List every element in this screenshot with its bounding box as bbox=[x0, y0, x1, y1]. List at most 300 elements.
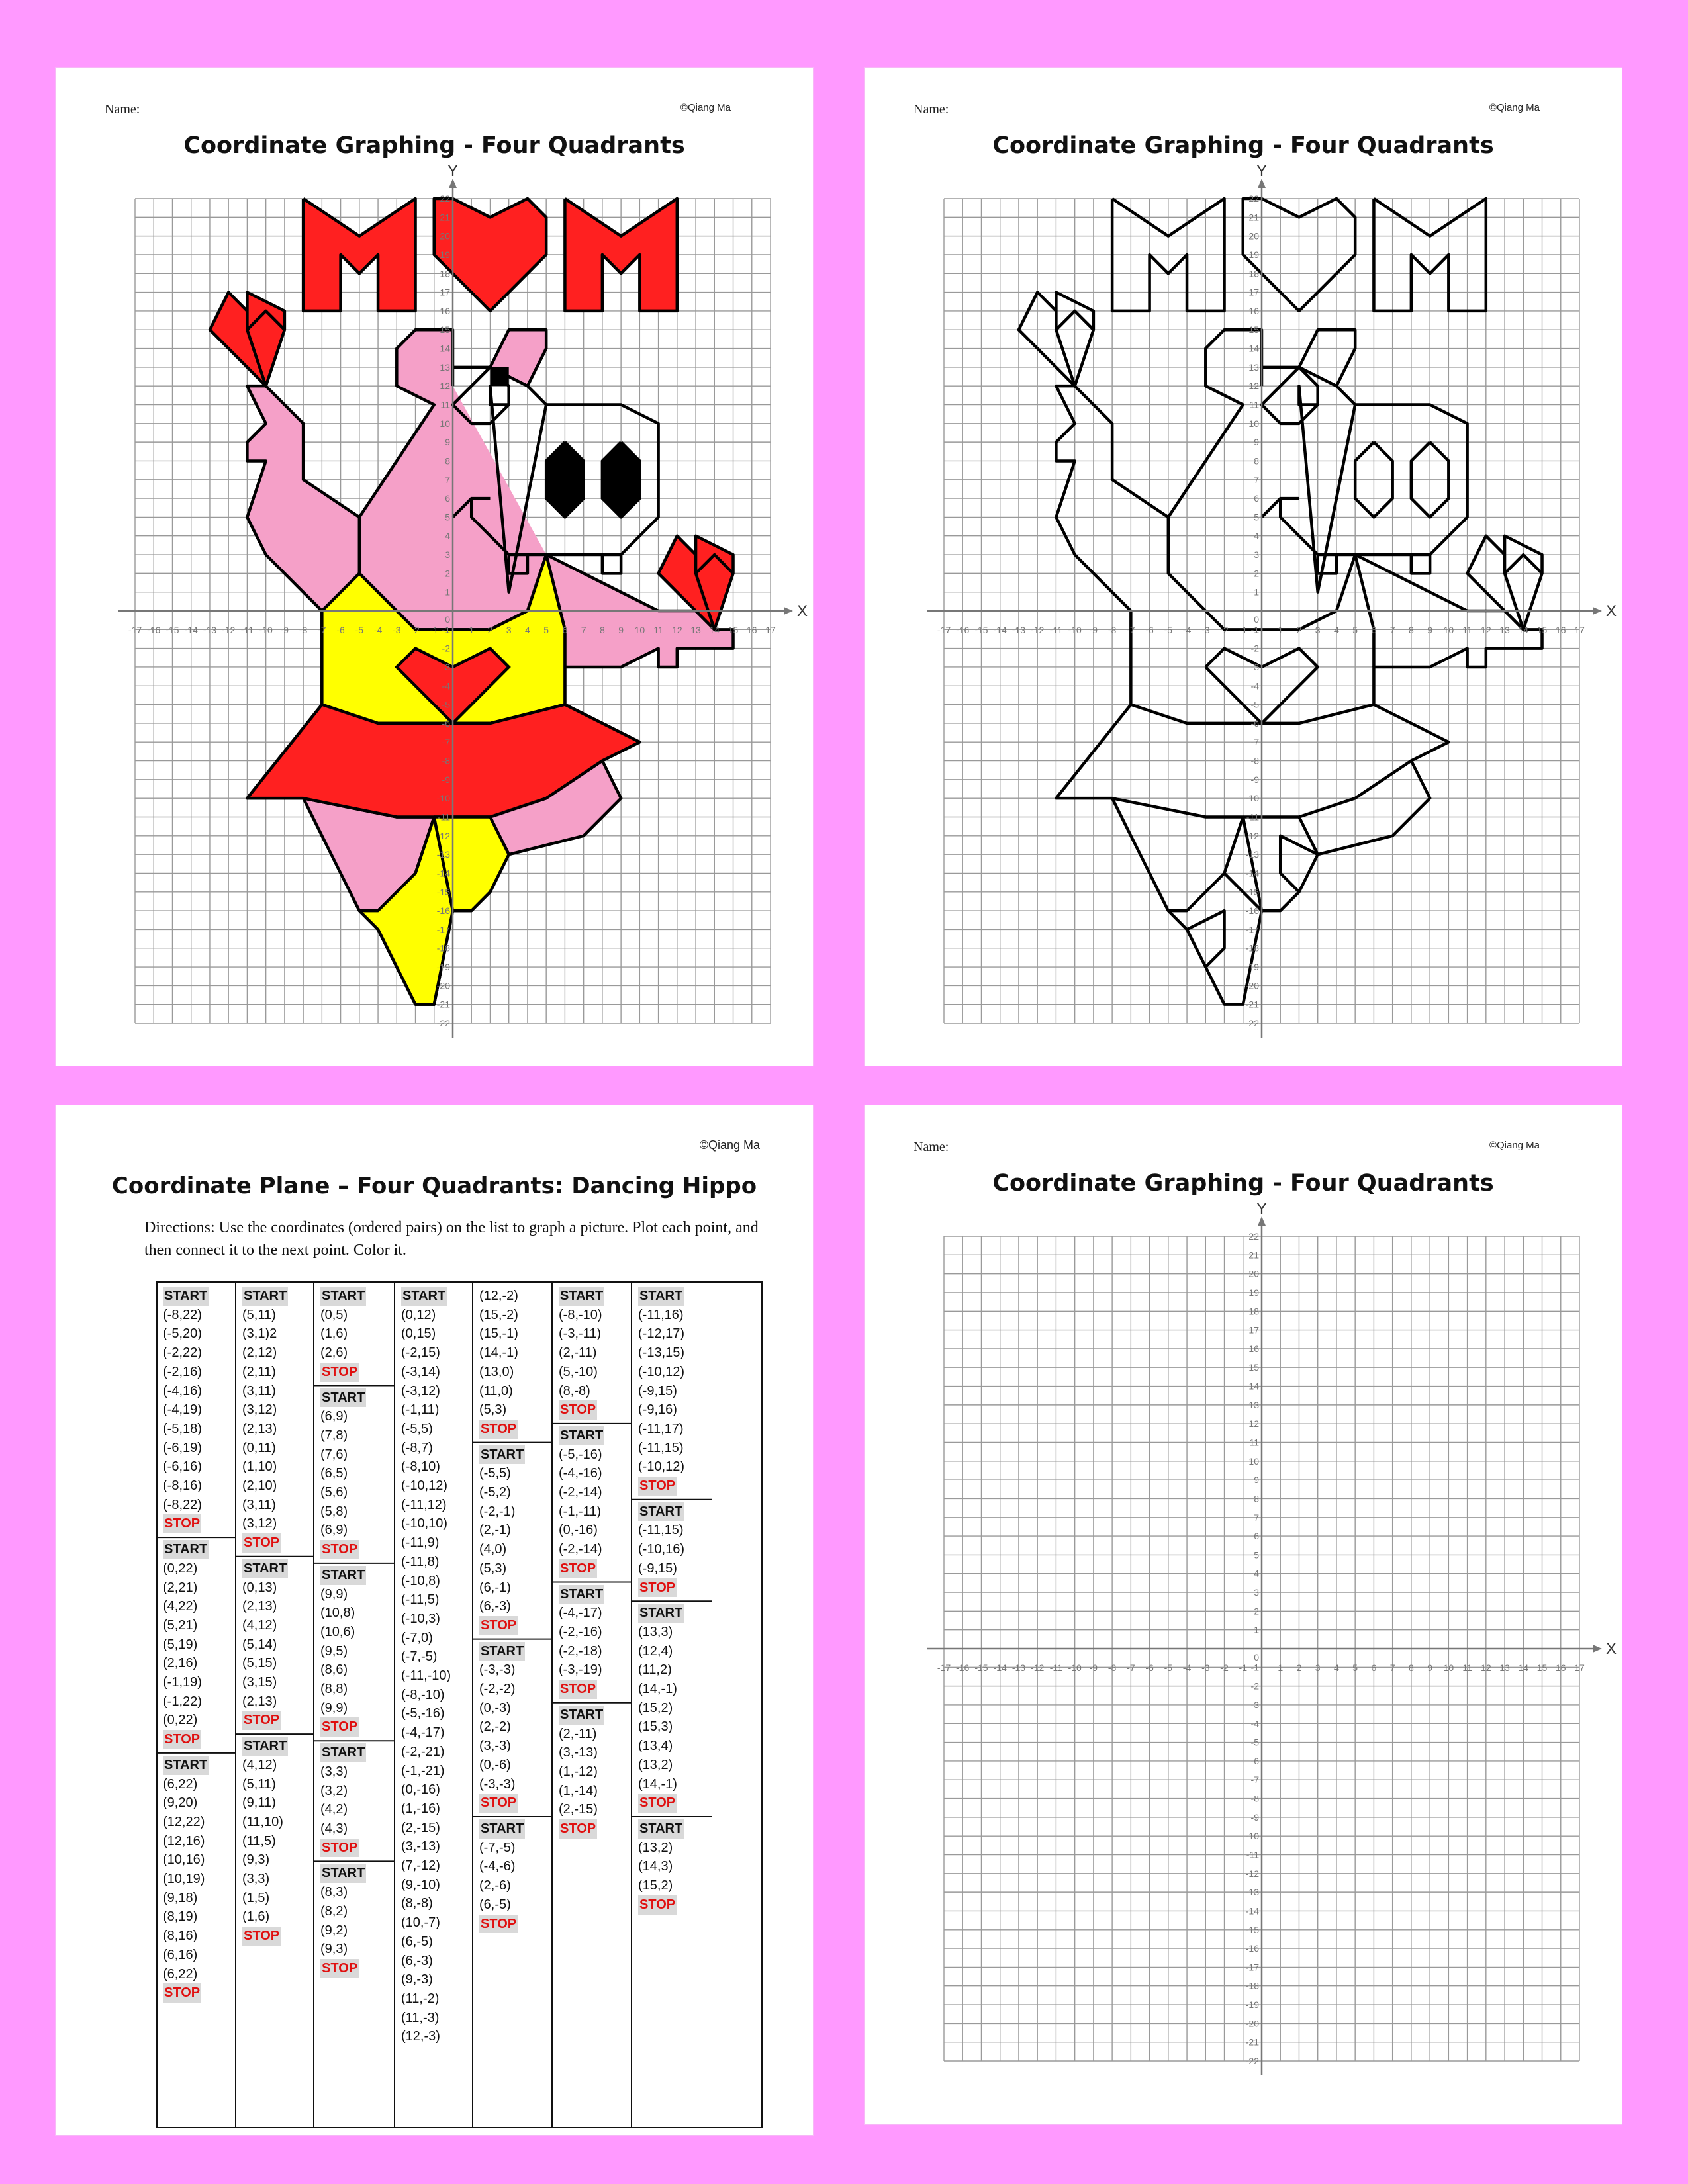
x-tick-label: 3 bbox=[506, 625, 512, 635]
coordinate-pair: (2,12) bbox=[242, 1345, 277, 1361]
copyright: ©Qiang Ma bbox=[1489, 102, 1540, 113]
y-axis-arrow bbox=[1258, 179, 1266, 188]
coordinate-pair: (5,14) bbox=[242, 1637, 277, 1652]
coordinate-pair: (-6,19) bbox=[163, 1440, 202, 1455]
x-tick-label: 17 bbox=[1574, 1662, 1585, 1673]
y-tick-label: 7 bbox=[1254, 474, 1259, 485]
stop-marker: STOP bbox=[320, 1959, 359, 1978]
y-tick-label: 6 bbox=[1254, 1531, 1259, 1542]
x-tick-label: -7 bbox=[1127, 1662, 1135, 1673]
x-tick-label: -4 bbox=[1182, 1662, 1192, 1673]
x-axis-arrow bbox=[784, 607, 793, 615]
x-tick-label: -3 bbox=[393, 625, 401, 635]
start-marker: START bbox=[242, 1737, 288, 1756]
coordinate-pair: (10,6) bbox=[320, 1624, 355, 1639]
x-tick-label: -9 bbox=[1089, 1662, 1098, 1673]
coordinate-pair: (9,9) bbox=[320, 1700, 348, 1715]
coordinate-pair: (0,-16) bbox=[559, 1523, 598, 1538]
stop-marker: STOP bbox=[242, 1927, 281, 1946]
x-tick-label: 3 bbox=[1315, 625, 1321, 635]
coordinate-pair: (-7,0) bbox=[401, 1630, 433, 1645]
y-tick-label: 12 bbox=[1248, 381, 1259, 392]
x-tick-label: -12 bbox=[222, 625, 236, 635]
coordinate-pair: (-8,7) bbox=[401, 1440, 433, 1455]
coordinate-pair: (-11,16) bbox=[638, 1307, 684, 1322]
copyright: ©Qiang Ma bbox=[680, 102, 731, 113]
x-tick-label: -8 bbox=[1107, 625, 1117, 635]
x-tick-label: -4 bbox=[1182, 625, 1192, 635]
stop-marker: STOP bbox=[559, 1400, 597, 1420]
y-tick-label: 6 bbox=[445, 493, 450, 504]
y-tick-label: 18 bbox=[1248, 1306, 1259, 1317]
y-tick-label: -2 bbox=[1250, 643, 1259, 654]
stop-marker: STOP bbox=[479, 1915, 518, 1934]
coordinate-pair: (6,-3) bbox=[479, 1599, 511, 1614]
start-marker: START bbox=[479, 1819, 525, 1839]
start-marker: START bbox=[638, 1819, 684, 1839]
y-tick-label: 2 bbox=[445, 568, 450, 579]
y-tick-label: -12 bbox=[1245, 830, 1259, 841]
stop-marker: STOP bbox=[559, 1680, 597, 1699]
x-axis-arrow bbox=[1593, 1645, 1602, 1653]
coordinate-pair: (-8,10) bbox=[401, 1459, 440, 1475]
x-tick-label: 7 bbox=[581, 625, 586, 635]
stop-marker: STOP bbox=[638, 1477, 677, 1496]
coordinate-pair: (-10,3) bbox=[401, 1611, 440, 1626]
origin-label: 0 bbox=[1254, 614, 1259, 625]
x-tick-label: -5 bbox=[1164, 625, 1173, 635]
name-label: Name: bbox=[914, 102, 949, 116]
worksheet-title: Coordinate Plane – Four Quadrants: Dancing Hippo bbox=[111, 1173, 757, 1199]
coordinate-pair: (-11,-10) bbox=[401, 1668, 451, 1683]
x-tick-label: 16 bbox=[1555, 1662, 1566, 1673]
x-tick-label: 10 bbox=[1443, 1662, 1454, 1673]
x-tick-label: 13 bbox=[690, 625, 701, 635]
coordinate-pair: (6,-3) bbox=[401, 1953, 433, 1968]
x-tick-label: -1 bbox=[1239, 1662, 1247, 1673]
y-tick-label: -9 bbox=[1250, 1811, 1259, 1823]
outline-worksheet bbox=[865, 68, 1622, 1066]
coordinate-pair: (-3,-11) bbox=[559, 1326, 602, 1342]
y-tick-label: 4 bbox=[1254, 530, 1259, 541]
coordinate-pair: (6,-5) bbox=[479, 1897, 511, 1912]
x-tick-label: -11 bbox=[1049, 1662, 1063, 1673]
y-tick-label: 13 bbox=[1248, 1399, 1259, 1410]
coordinate-pair: (9,20) bbox=[163, 1796, 198, 1811]
y-tick-label: -7 bbox=[1250, 737, 1259, 748]
coordinate-pair: (1,6) bbox=[242, 1909, 270, 1925]
coordinate-pair: (-10,12) bbox=[638, 1364, 685, 1379]
y-tick-label: 6 bbox=[1254, 493, 1259, 504]
coordinate-pair: (9,11) bbox=[242, 1796, 276, 1811]
y-tick-label: -13 bbox=[1245, 1887, 1259, 1898]
y-tick-label: -16 bbox=[436, 905, 450, 917]
y-tick-label: 21 bbox=[440, 212, 450, 223]
x-tick-label: 9 bbox=[1427, 1662, 1433, 1673]
coordinate-pair: (0,5) bbox=[320, 1307, 348, 1322]
y-tick-label: -4 bbox=[1250, 680, 1259, 692]
y-tick-label: 14 bbox=[440, 343, 450, 354]
coordinate-pair: (-7,-5) bbox=[401, 1649, 438, 1664]
start-marker: START bbox=[320, 1864, 366, 1883]
y-tick-label: 11 bbox=[1249, 399, 1259, 410]
picture-segment bbox=[602, 555, 621, 573]
y-tick-label: 18 bbox=[1248, 268, 1259, 279]
coordinate-pair: (-5,5) bbox=[479, 1466, 511, 1481]
coordinate-pair: (3,3) bbox=[320, 1764, 348, 1779]
coordinate-pair: (-11,5) bbox=[401, 1592, 440, 1608]
x-tick-label: -6 bbox=[1145, 1662, 1154, 1673]
coordinate-pair: (0,13) bbox=[242, 1580, 277, 1595]
coordinate-pair: (9,-3) bbox=[401, 1972, 433, 1987]
coordinate-pair: (1,-14) bbox=[559, 1783, 598, 1798]
y-tick-label: -3 bbox=[442, 661, 450, 672]
coordinate-pair: (9,-10) bbox=[401, 1877, 440, 1892]
coordinate-pair: (-8,22) bbox=[163, 1307, 202, 1322]
coordinate-pair: (10,16) bbox=[163, 1852, 205, 1868]
y-tick-label: -20 bbox=[1245, 2018, 1259, 2029]
x-tick-label: -8 bbox=[299, 625, 308, 635]
x-tick-label: -10 bbox=[1068, 625, 1082, 635]
coordinate-pair: (-11,15) bbox=[638, 1523, 684, 1538]
coordinate-pair: (-8,22) bbox=[163, 1497, 202, 1512]
y-tick-label: 9 bbox=[445, 437, 450, 448]
coordinate-pair: (9,2) bbox=[320, 1923, 348, 1938]
x-tick-label: -1 bbox=[430, 625, 438, 635]
y-tick-label: -4 bbox=[1250, 1718, 1259, 1729]
stop-marker: STOP bbox=[559, 1819, 597, 1839]
coordinate-pair: (11,5) bbox=[242, 1833, 276, 1848]
y-axis-arrow bbox=[449, 179, 457, 188]
start-marker: START bbox=[638, 1604, 684, 1623]
x-tick-label: -3 bbox=[1201, 625, 1210, 635]
x-tick-label: 7 bbox=[1389, 625, 1395, 635]
y-tick-label: 15 bbox=[440, 324, 450, 336]
y-tick-label: 1 bbox=[1254, 1624, 1259, 1635]
x-tick-label: -8 bbox=[1107, 1662, 1117, 1673]
y-tick-label: 14 bbox=[1248, 343, 1259, 354]
x-tick-label: 9 bbox=[1427, 625, 1433, 635]
y-tick-label: -14 bbox=[1245, 1905, 1259, 1917]
y-tick-label: -10 bbox=[1245, 1831, 1259, 1842]
x-tick-label: 5 bbox=[1352, 1662, 1358, 1673]
x-axis-label: X bbox=[1606, 1640, 1617, 1658]
x-tick-label: -13 bbox=[203, 625, 217, 635]
coordinate-pair: (10,-7) bbox=[401, 1915, 440, 1931]
coordinate-pair: (3,2) bbox=[320, 1783, 348, 1798]
y-tick-label: -2 bbox=[442, 643, 450, 654]
x-tick-label: 14 bbox=[709, 625, 720, 635]
y-tick-label: -6 bbox=[1250, 1755, 1259, 1766]
coordinate-pair: (14,3) bbox=[638, 1859, 673, 1874]
coordinate-pair: (5,19) bbox=[163, 1637, 198, 1652]
x-tick-label: 17 bbox=[765, 625, 776, 635]
x-tick-label: -7 bbox=[1127, 625, 1135, 635]
y-tick-label: 17 bbox=[1248, 1324, 1259, 1336]
x-tick-label: -16 bbox=[147, 625, 161, 635]
coordinate-pair: (-11,8) bbox=[401, 1554, 440, 1569]
coordinate-pair: (-2,-16) bbox=[559, 1624, 602, 1639]
y-tick-label: -18 bbox=[1245, 1980, 1259, 1991]
stop-marker: STOP bbox=[479, 1420, 518, 1439]
stop-marker: STOP bbox=[242, 1711, 281, 1730]
y-tick-label: -8 bbox=[442, 755, 450, 766]
y-tick-label: 20 bbox=[1248, 1268, 1259, 1279]
coordinate-pair: (8,-8) bbox=[401, 1896, 433, 1911]
y-tick-label: 22 bbox=[440, 193, 450, 204]
y-tick-label: -4 bbox=[442, 680, 450, 692]
y-tick-label: -19 bbox=[1245, 962, 1259, 973]
y-tick-label: -12 bbox=[436, 830, 450, 841]
y-tick-label: -8 bbox=[1250, 755, 1259, 766]
coordinate-pair: (12,-2) bbox=[479, 1289, 518, 1303]
stop-marker: STOP bbox=[320, 1839, 359, 1858]
worksheet-title: Coordinate Graphing - Four Quadrants bbox=[992, 132, 1494, 159]
coordinate-pair: (3,3) bbox=[242, 1872, 270, 1887]
x-tick-label: -10 bbox=[1068, 1662, 1082, 1673]
y-tick-label: -17 bbox=[436, 924, 450, 935]
start-marker: START bbox=[242, 1287, 288, 1306]
coordinate-pair: (6,9) bbox=[320, 1409, 348, 1424]
coordinate-pair: (3,12) bbox=[242, 1402, 277, 1418]
coordinate-pair: (-11,12) bbox=[401, 1497, 447, 1512]
coordinate-pair: (12,-3) bbox=[401, 2029, 440, 2044]
coordinate-pair: (4,22) bbox=[163, 1599, 198, 1614]
coordinate-pair: (-3,-3) bbox=[479, 1776, 516, 1792]
name-label: Name: bbox=[105, 102, 140, 116]
coordinate-pair: (6,-1) bbox=[479, 1580, 511, 1595]
coordinate-pair: (-5,5) bbox=[401, 1421, 433, 1436]
start-marker: START bbox=[163, 1287, 209, 1306]
coordinate-pair: (-5,-16) bbox=[401, 1706, 445, 1721]
x-tick-label: -5 bbox=[355, 625, 364, 635]
coordinate-pair: (10,19) bbox=[163, 1872, 205, 1887]
x-tick-label: 6 bbox=[562, 625, 568, 635]
x-tick-label: 2 bbox=[1296, 625, 1302, 635]
coordinate-pair: (-11,9) bbox=[401, 1535, 440, 1551]
coordinate-pair: (3,-3) bbox=[479, 1739, 511, 1754]
x-tick-label: 7 bbox=[1389, 1662, 1395, 1673]
x-tick-label: -13 bbox=[1011, 1662, 1026, 1673]
coordinate-pair: (14,-1) bbox=[638, 1682, 677, 1697]
coordinate-pair: (9,3) bbox=[242, 1852, 270, 1868]
x-tick-label: 15 bbox=[1536, 1662, 1548, 1673]
coordinate-list-table bbox=[156, 1281, 763, 2128]
y-tick-label: 12 bbox=[440, 381, 450, 392]
coordinate-pair: (0,12) bbox=[401, 1307, 436, 1322]
y-tick-label: 17 bbox=[440, 287, 450, 298]
coordinate-pair: (-4,-17) bbox=[401, 1725, 445, 1741]
coordinate-pair: (1,10) bbox=[242, 1459, 277, 1475]
x-tick-label: 14 bbox=[1518, 1662, 1529, 1673]
x-tick-label: 4 bbox=[525, 625, 530, 635]
y-tick-label: -22 bbox=[1245, 1018, 1259, 1028]
y-tick-label: -5 bbox=[442, 699, 450, 710]
y-tick-label: 21 bbox=[1248, 212, 1259, 223]
x-tick-label: -16 bbox=[956, 625, 970, 635]
x-axis-arrow bbox=[1593, 607, 1602, 615]
y-tick-label: -10 bbox=[1245, 793, 1259, 804]
y-tick-label: -22 bbox=[436, 1018, 450, 1028]
start-marker: START bbox=[559, 1585, 604, 1604]
coordinate-pair: (-4,19) bbox=[163, 1402, 202, 1418]
x-tick-label: 12 bbox=[672, 625, 682, 635]
coordinate-pair: (13,0) bbox=[479, 1364, 514, 1379]
coordinate-pair: (15,2) bbox=[638, 1878, 673, 1893]
coordinate-pair: (-1,11) bbox=[401, 1402, 440, 1418]
stop-marker: STOP bbox=[638, 1794, 677, 1813]
y-tick-label: -20 bbox=[436, 980, 450, 991]
coordinate-pair: (4,2) bbox=[320, 1802, 348, 1817]
coordinate-pair: (13,3) bbox=[638, 1624, 673, 1639]
y-tick-label: 10 bbox=[440, 418, 450, 429]
y-tick-label: 2 bbox=[1254, 568, 1259, 579]
y-tick-label: -21 bbox=[1245, 2036, 1259, 2048]
coordinate-pair: (-4,-16) bbox=[559, 1466, 602, 1481]
coordinate-pair: (14,-1) bbox=[638, 1776, 677, 1792]
x-tick-label: 1 bbox=[1278, 1662, 1284, 1673]
coordinate-pair: (5,6) bbox=[320, 1485, 348, 1500]
start-marker: START bbox=[559, 1706, 604, 1725]
y-tick-label: -1 bbox=[1250, 1662, 1259, 1673]
y-tick-label: 4 bbox=[1254, 1568, 1259, 1579]
y-tick-label: 16 bbox=[1248, 305, 1259, 316]
coordinate-pair: (11,10) bbox=[242, 1814, 283, 1829]
x-tick-label: 13 bbox=[1499, 625, 1510, 635]
coordinate-pair: (3,12) bbox=[242, 1516, 277, 1531]
start-marker: START bbox=[559, 1426, 604, 1445]
start-marker: START bbox=[401, 1287, 447, 1306]
stop-marker: STOP bbox=[559, 1559, 597, 1578]
name-label: Name: bbox=[914, 1140, 949, 1154]
stop-marker: STOP bbox=[163, 1983, 201, 2003]
coordinate-pair: (0,15) bbox=[401, 1326, 436, 1342]
start-marker: START bbox=[163, 1540, 209, 1559]
coordinate-pair: (3,11) bbox=[242, 1497, 276, 1512]
coordinate-pair: (-1,19) bbox=[163, 1675, 202, 1690]
coordinate-pair: (-3,12) bbox=[401, 1383, 440, 1398]
y-axis-label: Y bbox=[447, 162, 459, 180]
coordinate-pair: (8,8) bbox=[320, 1682, 348, 1697]
coordinate-pair: (6,22) bbox=[163, 1776, 198, 1792]
y-tick-label: -1 bbox=[442, 624, 450, 635]
copyright: ©Qiang Ma bbox=[1489, 1140, 1540, 1151]
y-tick-label: -6 bbox=[1250, 717, 1259, 729]
coordinate-pair: (0,-6) bbox=[479, 1757, 511, 1772]
stop-marker: STOP bbox=[638, 1895, 677, 1915]
y-tick-label: 12 bbox=[1248, 1418, 1259, 1430]
stop-marker: STOP bbox=[320, 1363, 359, 1382]
y-tick-label: 13 bbox=[440, 361, 450, 373]
x-tick-label: -2 bbox=[1220, 1662, 1229, 1673]
coordinate-pair: (2,-15) bbox=[401, 1820, 440, 1835]
y-tick-label: -5 bbox=[1250, 699, 1259, 710]
stop-marker: STOP bbox=[320, 1717, 359, 1737]
coordinate-pair: (-8,-10) bbox=[401, 1687, 445, 1702]
y-tick-label: 11 bbox=[440, 399, 450, 410]
y-tick-label: -3 bbox=[1250, 661, 1259, 672]
y-tick-label: -5 bbox=[1250, 1737, 1259, 1748]
x-tick-label: -15 bbox=[974, 1662, 988, 1673]
x-tick-label: -6 bbox=[1145, 625, 1154, 635]
y-tick-label: -21 bbox=[436, 999, 450, 1010]
y-tick-label: -18 bbox=[1245, 942, 1259, 954]
start-marker: START bbox=[479, 1445, 525, 1465]
x-tick-label: -9 bbox=[280, 625, 289, 635]
coordinate-pair: (8,6) bbox=[320, 1662, 348, 1678]
x-tick-label: 9 bbox=[618, 625, 624, 635]
x-tick-label: 11 bbox=[1462, 1662, 1472, 1673]
coordinate-pair: (10,8) bbox=[320, 1606, 355, 1621]
x-tick-label: -14 bbox=[184, 625, 198, 635]
x-tick-label: -3 bbox=[1201, 1662, 1210, 1673]
axes bbox=[927, 1200, 1617, 2075]
coordinate-pair: (-3,-3) bbox=[479, 1662, 516, 1678]
x-tick-label: 8 bbox=[1408, 625, 1414, 635]
coordinate-pair: (3,-13) bbox=[559, 1745, 598, 1760]
y-tick-label: 19 bbox=[1248, 249, 1259, 260]
y-tick-label: 3 bbox=[1254, 549, 1259, 561]
y-axis-arrow bbox=[1258, 1216, 1266, 1226]
y-tick-label: -19 bbox=[436, 962, 450, 973]
worksheet-title: Coordinate Graphing - Four Quadrants bbox=[992, 1170, 1494, 1197]
stop-marker: STOP bbox=[638, 1578, 677, 1598]
coordinate-pair: (3,-13) bbox=[401, 1839, 440, 1854]
coordinate-pair: (-4,-17) bbox=[559, 1606, 602, 1621]
origin-label: 0 bbox=[1254, 1652, 1259, 1662]
coordinate-pair: (12,16) bbox=[163, 1833, 205, 1848]
blank-worksheet bbox=[865, 1105, 1622, 2124]
coordinate-pair: (-5,-16) bbox=[559, 1447, 602, 1462]
y-tick-label: 7 bbox=[445, 474, 450, 485]
y-tick-label: 4 bbox=[445, 530, 450, 541]
coordinate-pair: (9,18) bbox=[163, 1890, 198, 1905]
y-tick-label: -7 bbox=[442, 737, 450, 748]
y-tick-label: 9 bbox=[1254, 1475, 1259, 1486]
coordinate-pair: (8,-8) bbox=[559, 1383, 590, 1398]
start-marker: START bbox=[320, 1566, 366, 1585]
x-tick-label: -17 bbox=[128, 625, 142, 635]
coordinate-pair: (-10,16) bbox=[638, 1542, 685, 1557]
y-tick-label: 2 bbox=[1254, 1606, 1259, 1617]
y-tick-label: 15 bbox=[1248, 1362, 1259, 1373]
x-tick-label: 5 bbox=[1352, 625, 1358, 635]
start-marker: START bbox=[163, 1756, 209, 1775]
coordinate-pair: (-7,-5) bbox=[479, 1840, 516, 1855]
y-tick-label: 8 bbox=[1254, 1493, 1259, 1504]
y-tick-label: 18 bbox=[440, 268, 450, 279]
coordinate-pair: (-1,22) bbox=[163, 1694, 202, 1709]
x-tick-label: -11 bbox=[240, 625, 254, 635]
coordinate-pair: (8,3) bbox=[320, 1885, 348, 1900]
picture-segment bbox=[1411, 555, 1430, 573]
coordinate-pair: (5,11) bbox=[242, 1776, 276, 1792]
coordinate-pair: (2,13) bbox=[242, 1694, 277, 1709]
coordinate-pair: (-5,20) bbox=[163, 1326, 202, 1342]
eye-pupil bbox=[490, 367, 508, 386]
coordinate-pair: (2,6) bbox=[320, 1345, 348, 1361]
y-tick-label: 15 bbox=[1248, 324, 1259, 336]
coordinate-pair: (2,-6) bbox=[479, 1878, 511, 1893]
y-tick-label: 5 bbox=[1254, 1549, 1259, 1561]
y-tick-label: 3 bbox=[445, 549, 450, 561]
y-tick-label: 19 bbox=[440, 249, 450, 260]
coordinate-pair: (-9,15) bbox=[638, 1383, 677, 1398]
x-tick-label: 16 bbox=[746, 625, 757, 635]
y-tick-label: 21 bbox=[1248, 1250, 1259, 1261]
coordinate-pair: (-11,15) bbox=[638, 1440, 684, 1455]
x-tick-label: 1 bbox=[1278, 625, 1284, 635]
